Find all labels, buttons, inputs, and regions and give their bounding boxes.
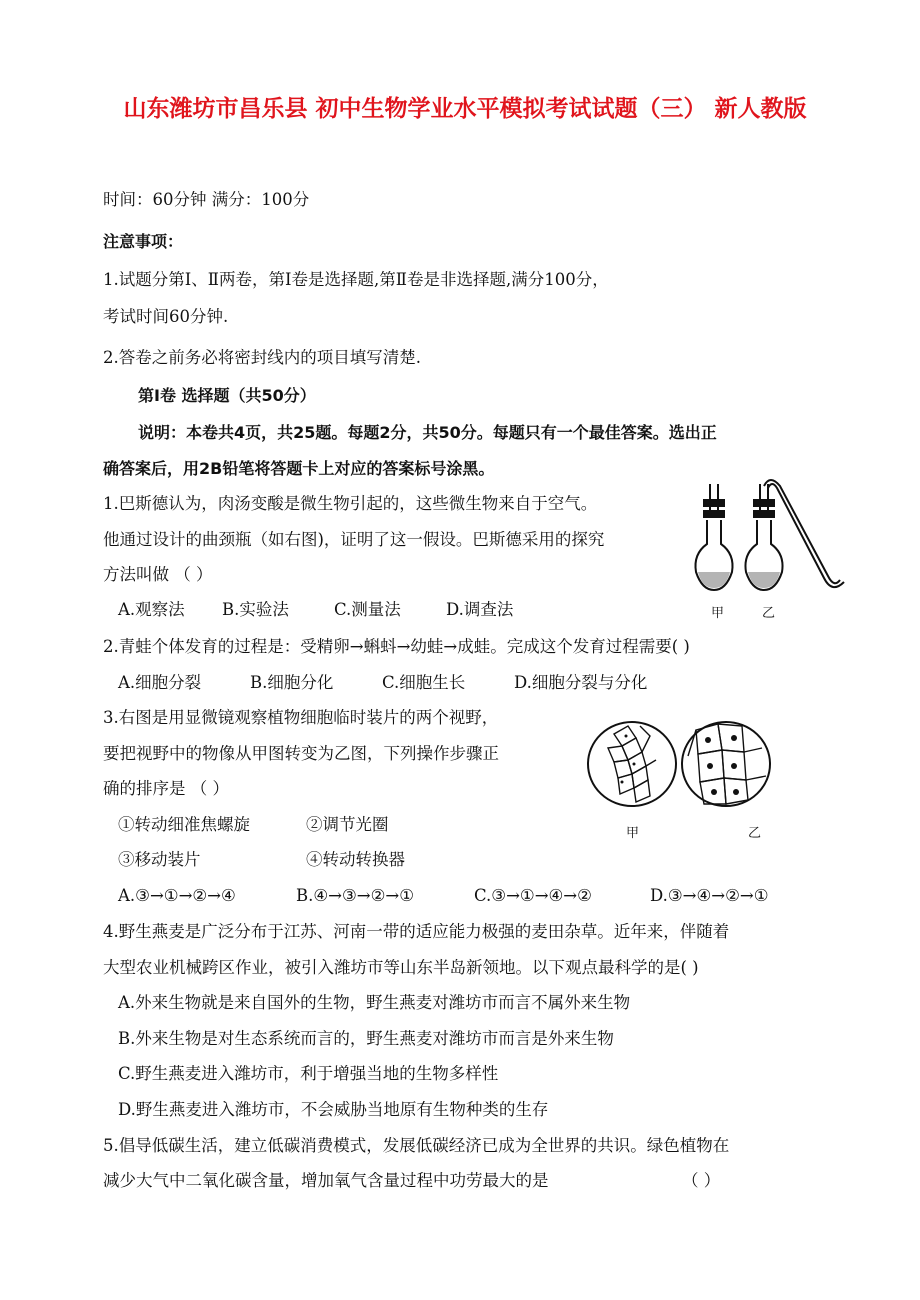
q1-fig-label-jia: 甲 [711, 606, 725, 621]
q1-fig-label-yi: 乙 [762, 606, 776, 621]
q3-option-a: A.③→①→②→④ [118, 886, 236, 905]
note-1b: 考试时间60分钟. [103, 307, 229, 326]
notes-heading: 注意事项： [103, 232, 184, 251]
q3-fig-label-yi: 乙 [748, 826, 762, 841]
q2-option-d: D.细胞分裂与分化 [514, 673, 648, 692]
q3-line-1: 3.右图是用显微镜观察植物细胞临时装片的两个视野， [103, 708, 499, 727]
q3-option-d: D.③→④→②→① [650, 886, 769, 905]
q4-line-2: 大型农业机械跨区作业，被引入潍坊市等山东半岛新领地。以下观点最科学的是( ) [103, 958, 699, 977]
page-title: 山东潍坊市昌乐县 初中生物学业水平模拟考试试题（三） 新人教版 [123, 96, 807, 122]
q1-line-2: 他通过设计的曲颈瓶（如右图)，证明了这一假设。巴斯德采用的探究 [103, 530, 605, 549]
q5-line-2: 减少大气中二氧化碳含量，增加氧气含量过程中功劳最大的是 [103, 1171, 549, 1190]
q1-options [118, 598, 513, 622]
q2-options [118, 671, 647, 695]
section-desc-1: 说明：本卷共4页，共25题。每题2分，共50分。每题只有一个最佳答案。选出正 [138, 423, 717, 442]
q2-option-a: A.细胞分裂 [118, 673, 202, 692]
q1-line-1: 1.巴斯德认为，肉汤变酸是微生物引起的，这些微生物来自于空气。 [103, 494, 598, 513]
q5-line-1: 5.倡导低碳生活，建立低碳消费模式，发展低碳经济已成为全世界的共识。绿色植物在 [103, 1136, 730, 1155]
section-desc-2: 确答案后，用2B铅笔将答题卡上对应的答案标号涂黑。 [103, 459, 495, 478]
q4-option-c: C.野生燕麦进入潍坊市，利于增强当地的生物多样性 [118, 1064, 499, 1083]
q2-option-b: B.细胞分化 [250, 673, 334, 692]
q4-line-1: 4.野生燕麦是广泛分布于江苏、河南一带的适应能力极强的麦田杂草。近年来，伴随着 [103, 922, 730, 941]
q4-option-d: D.野生燕麦进入潍坊市，不会威胁当地原有生物种类的生存 [118, 1100, 549, 1119]
q2-option-c: C.细胞生长 [382, 673, 466, 692]
q3-option-c: C.③→①→④→② [474, 886, 592, 905]
q3-step-4: ④转动转换器 [306, 850, 405, 869]
q4-option-a: A.外来生物就是来自国外的生物，野生燕麦对潍坊市而言不属外来生物 [118, 993, 631, 1012]
note-1a: 1.试题分第Ⅰ、Ⅱ两卷，第Ⅰ卷是选择题,第Ⅱ卷是非选择题,满分100分， [103, 270, 609, 289]
q3-option-b: B.④→③→②→① [296, 886, 415, 905]
q1-line-3: 方法叫做 （ ） [103, 565, 213, 584]
q3-step-1: ①转动细准焦螺旋 [118, 815, 250, 834]
q3-line-2: 要把视野中的物像从甲图转变为乙图，下列操作步骤正 [103, 744, 499, 763]
flask-drawing [690, 476, 850, 601]
q4-option-b: B.外来生物是对生态系统而言的，野生燕麦对潍坊市而言是外来生物 [118, 1029, 614, 1048]
microscope-drawing [584, 716, 784, 816]
q3-line-3: 确的排序是 （ ） [103, 779, 229, 798]
q1-option-b: B.实验法 [222, 600, 289, 619]
q1-option-d: D.调查法 [446, 600, 514, 619]
swan-neck-flask-figure [690, 476, 850, 601]
q3-step-3: ③移动装片 [118, 850, 201, 869]
exam-meta: 时间：60分钟 满分：100分 [103, 190, 310, 209]
q2-line-1: 2.青蛙个体发育的过程是：受精卵→蝌蚪→幼蛙→成蛙。完成这个发育过程需要( ) [103, 637, 690, 656]
q1-option-c: C.测量法 [334, 600, 401, 619]
q3-options [118, 884, 769, 908]
q3-fig-label-jia: 甲 [626, 826, 640, 841]
q3-step-2: ②调节光圈 [306, 815, 389, 834]
section-heading: 第Ⅰ卷 选择题（共50分） [138, 386, 316, 405]
q1-option-a: A.观察法 [118, 600, 185, 619]
microscope-view-figure [584, 716, 784, 816]
note-2: 2.答卷之前务必将密封线内的项目填写清楚. [103, 348, 421, 367]
q5-answer-paren: （ ） [682, 1171, 721, 1190]
